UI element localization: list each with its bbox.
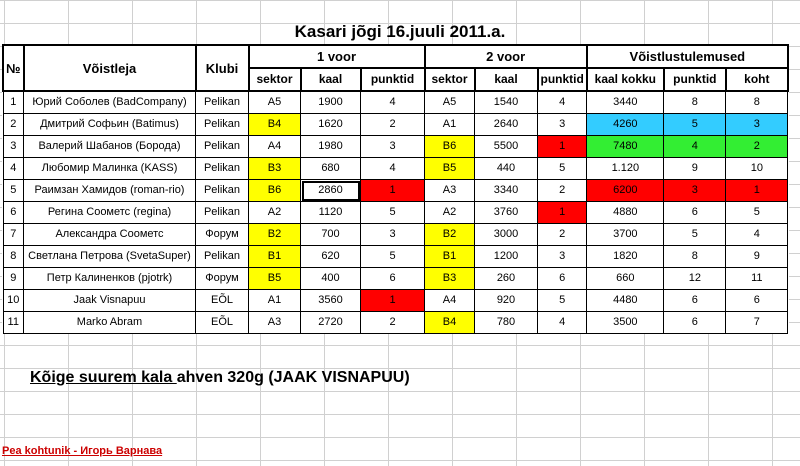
cell-r2-weight[interactable]: 3340 <box>475 180 538 202</box>
cell-competitor[interactable]: Jaak Visnapuu <box>24 290 196 312</box>
cell-no[interactable]: 4 <box>3 158 24 180</box>
cell-competitor[interactable]: Раимзан Хамидов (roman-rio) <box>24 180 196 202</box>
col-header-club[interactable]: Klubi <box>196 45 249 91</box>
cell-r1-points[interactable]: 6 <box>361 268 425 290</box>
cell-r1-weight[interactable]: 1620 <box>301 114 361 136</box>
cell-club[interactable]: EÕL <box>196 290 249 312</box>
cell-r2-points[interactable]: 1 <box>538 202 587 224</box>
cell-total-points[interactable]: 8 <box>664 91 726 114</box>
table-row <box>3 312 788 334</box>
col-header-round2[interactable]: 2 voor <box>425 45 587 68</box>
col-header-r1-points[interactable]: punktid <box>361 68 425 91</box>
cell-r1-weight[interactable]: 620 <box>301 246 361 268</box>
cell-r2-sector[interactable]: B2 <box>425 224 475 246</box>
cell-r1-weight[interactable]: 1900 <box>301 91 361 114</box>
cell-r1-sector[interactable]: B5 <box>249 268 301 290</box>
cell-r2-weight[interactable]: 3760 <box>475 202 538 224</box>
cell-total-weight[interactable]: 4880 <box>587 202 664 224</box>
cell-competitor[interactable]: Любомир Малинка (KASS) <box>24 158 196 180</box>
cell-r2-points[interactable]: 2 <box>538 224 587 246</box>
cell-no[interactable]: 10 <box>3 290 24 312</box>
cell-place[interactable]: 6 <box>726 290 788 312</box>
cell-r2-points[interactable]: 6 <box>538 268 587 290</box>
cell-r1-points[interactable]: 1 <box>361 180 425 202</box>
cell-r2-weight[interactable]: 260 <box>475 268 538 290</box>
cell-total-weight[interactable]: 3440 <box>587 91 664 114</box>
cell-club[interactable]: Форум <box>196 224 249 246</box>
table-row <box>3 136 788 158</box>
cell-club[interactable]: Pelikan <box>196 114 249 136</box>
cell-r2-sector[interactable]: B5 <box>425 158 475 180</box>
cell-place[interactable]: 9 <box>726 246 788 268</box>
cell-competitor[interactable]: Дмитрий Софьин (Batimus) <box>24 114 196 136</box>
cell-r2-sector[interactable]: B4 <box>425 312 475 334</box>
cell-r1-sector[interactable]: B1 <box>249 246 301 268</box>
cell-r2-weight[interactable]: 3000 <box>475 224 538 246</box>
col-header-r1-sector[interactable]: sektor <box>249 68 301 91</box>
col-header-round1[interactable]: 1 voor <box>249 45 425 68</box>
cell-r2-points[interactable]: 4 <box>538 91 587 114</box>
cell-total-points[interactable]: 6 <box>664 202 726 224</box>
cell-total-points[interactable]: 12 <box>664 268 726 290</box>
cell-club[interactable]: EÕL <box>196 312 249 334</box>
cell-r1-points[interactable]: 2 <box>361 312 425 334</box>
cell-r2-points[interactable]: 5 <box>538 158 587 180</box>
cell-club[interactable]: Pelikan <box>196 180 249 202</box>
cell-place[interactable]: 10 <box>726 158 788 180</box>
cell-r1-sector[interactable]: B4 <box>249 114 301 136</box>
cell-r1-weight[interactable]: 2720 <box>301 312 361 334</box>
cell-r1-weight[interactable]: 680 <box>301 158 361 180</box>
cell-no[interactable]: 5 <box>3 180 24 202</box>
cell-r1-weight[interactable]: 700 <box>301 224 361 246</box>
cell-r1-weight[interactable]: 1120 <box>301 202 361 224</box>
cell-club[interactable]: Pelikan <box>196 158 249 180</box>
cell-r2-points[interactable]: 3 <box>538 246 587 268</box>
cell-r2-points[interactable]: 5 <box>538 290 587 312</box>
cell-total-points[interactable]: 3 <box>664 180 726 202</box>
col-header-total-weight[interactable]: kaal kokku <box>587 68 664 91</box>
cell-r2-weight[interactable]: 5500 <box>475 136 538 158</box>
cell-total-points[interactable]: 5 <box>664 114 726 136</box>
cell-club[interactable]: Pelikan <box>196 91 249 114</box>
sheet-title: Kasari jõgi 16.juuli 2011.a. <box>294 22 506 41</box>
cell-r1-weight[interactable]: 3560 <box>301 290 361 312</box>
cell-r1-points[interactable]: 4 <box>361 158 425 180</box>
cell-no[interactable]: 3 <box>3 136 24 158</box>
cell-r1-weight[interactable]: 400 <box>301 268 361 290</box>
biggest-fish-label: Kõige suurem kala <box>30 369 177 386</box>
cell-competitor[interactable]: Marko Abram <box>24 312 196 334</box>
col-header-results[interactable]: Võistlustulemused <box>587 45 788 68</box>
col-header-r2-points[interactable]: punktid <box>538 68 587 91</box>
cell-r1-weight[interactable]: 1980 <box>301 136 361 158</box>
head-judge-link[interactable]: Pea kohtunik - Игорь Варнава <box>2 445 163 457</box>
cell-r2-weight[interactable]: 1540 <box>475 91 538 114</box>
cell-place[interactable]: 4 <box>726 224 788 246</box>
cell-total-points[interactable]: 5 <box>664 224 726 246</box>
cell-total-weight[interactable]: 4260 <box>587 114 664 136</box>
cell-total-weight[interactable]: 1820 <box>587 246 664 268</box>
col-header-competitor[interactable]: Võistleja <box>24 45 196 91</box>
cell-total-weight[interactable]: 660 <box>587 268 664 290</box>
cell-r1-sector[interactable]: A3 <box>249 312 301 334</box>
cell-competitor[interactable]: Петр Калиненков (pjotrk) <box>24 268 196 290</box>
cell-r2-sector[interactable]: A3 <box>425 180 475 202</box>
cell-total-points[interactable]: 8 <box>664 246 726 268</box>
cell-place[interactable]: 11 <box>726 268 788 290</box>
cell-r2-weight[interactable]: 920 <box>475 290 538 312</box>
cell-place[interactable]: 1 <box>726 180 788 202</box>
cell-r1-points[interactable]: 2 <box>361 114 425 136</box>
table-row <box>3 114 788 136</box>
col-header-place[interactable]: koht <box>726 68 788 91</box>
cell-no[interactable]: 8 <box>3 246 24 268</box>
col-header-r1-weight[interactable]: kaal <box>301 68 361 91</box>
cell-club[interactable]: Pelikan <box>196 136 249 158</box>
table-row <box>3 91 788 114</box>
cell-r1-points[interactable]: 5 <box>361 202 425 224</box>
cell-r1-sector[interactable]: B3 <box>249 158 301 180</box>
cell-club[interactable]: Pelikan <box>196 202 249 224</box>
table-row <box>3 268 788 290</box>
biggest-fish-note <box>30 369 410 387</box>
cell-no[interactable]: 7 <box>3 224 24 246</box>
cell-total-weight[interactable]: 7480 <box>587 136 664 158</box>
cell-total-weight[interactable]: 3700 <box>587 224 664 246</box>
cell-club[interactable]: Pelikan <box>196 246 249 268</box>
table-row <box>3 224 788 246</box>
cell-club[interactable]: Форум <box>196 268 249 290</box>
cell-r2-sector[interactable]: A1 <box>425 114 475 136</box>
cell-r1-sector[interactable]: B6 <box>249 180 301 202</box>
table-row <box>3 180 788 202</box>
cell-r1-sector[interactable]: A5 <box>249 91 301 114</box>
cell-r2-sector[interactable]: A5 <box>425 91 475 114</box>
cell-no[interactable]: 2 <box>3 114 24 136</box>
cell-competitor[interactable]: Юрий Соболев (BadCompany) <box>24 91 196 114</box>
cell-r2-points[interactable]: 3 <box>538 114 587 136</box>
cell-competitor[interactable]: Александра Соометс <box>24 224 196 246</box>
cell-competitor[interactable]: Регина Соометс (regina) <box>24 202 196 224</box>
cell-place[interactable]: 5 <box>726 202 788 224</box>
cell-no[interactable]: 9 <box>3 268 24 290</box>
cell-place[interactable]: 3 <box>726 114 788 136</box>
cell-competitor[interactable]: Валерий Шабанов (Борода) <box>24 136 196 158</box>
cell-r2-points[interactable]: 1 <box>538 136 587 158</box>
biggest-fish-value: ahven 320g (JAAK VISNAPUU) <box>176 369 410 386</box>
cell-r2-sector[interactable]: B1 <box>425 246 475 268</box>
cell-r1-sector[interactable]: A2 <box>249 202 301 224</box>
cell-r1-points[interactable]: 5 <box>361 246 425 268</box>
cell-no[interactable]: 11 <box>3 312 24 334</box>
cell-r2-weight[interactable]: 440 <box>475 158 538 180</box>
cell-r2-sector[interactable]: A4 <box>425 290 475 312</box>
col-header-no[interactable]: № <box>3 45 24 91</box>
cell-r2-weight[interactable]: 780 <box>475 312 538 334</box>
cell-total-points[interactable]: 4 <box>664 136 726 158</box>
cell-total-points[interactable]: 6 <box>664 290 726 312</box>
cell-place[interactable]: 8 <box>726 91 788 114</box>
cell-total-weight[interactable]: 3500 <box>587 312 664 334</box>
cell-total-weight[interactable]: 4480 <box>587 290 664 312</box>
cell-r2-sector[interactable]: B6 <box>425 136 475 158</box>
cell-place[interactable]: 7 <box>726 312 788 334</box>
cell-r1-sector[interactable]: A4 <box>249 136 301 158</box>
cell-place[interactable]: 2 <box>726 136 788 158</box>
cell-r1-sector[interactable]: A1 <box>249 290 301 312</box>
cell-r1-points[interactable]: 1 <box>361 290 425 312</box>
cell-r1-points[interactable]: 3 <box>361 224 425 246</box>
cell-r2-points[interactable]: 2 <box>538 180 587 202</box>
cell-no[interactable]: 1 <box>3 91 24 114</box>
cell-r2-sector[interactable]: B3 <box>425 268 475 290</box>
cell-total-points[interactable]: 6 <box>664 312 726 334</box>
cell-r2-points[interactable]: 4 <box>538 312 587 334</box>
cell-no[interactable]: 6 <box>3 202 24 224</box>
cell-total-weight[interactable]: 6200 <box>587 180 664 202</box>
table-row <box>3 202 788 224</box>
cell-r2-sector[interactable]: A2 <box>425 202 475 224</box>
cell-r1-weight[interactable]: 2860 <box>301 180 361 202</box>
cell-competitor[interactable]: Светлана Петрова (SvetaSuper) <box>24 246 196 268</box>
cell-total-weight[interactable]: 1.120 <box>587 158 664 180</box>
cell-r1-points[interactable]: 4 <box>361 91 425 114</box>
col-header-r2-weight[interactable]: kaal <box>475 68 538 91</box>
col-header-r2-sector[interactable]: sektor <box>425 68 475 91</box>
cell-r1-sector[interactable]: B2 <box>249 224 301 246</box>
cell-total-points[interactable]: 9 <box>664 158 726 180</box>
results-table <box>2 44 789 334</box>
table-row <box>3 158 788 180</box>
results-body <box>3 91 788 334</box>
cell-r2-weight[interactable]: 1200 <box>475 246 538 268</box>
table-row <box>3 290 788 312</box>
cell-r2-weight[interactable]: 2640 <box>475 114 538 136</box>
cell-r1-points[interactable]: 3 <box>361 136 425 158</box>
table-row <box>3 246 788 268</box>
col-header-total-points[interactable]: punktid <box>664 68 726 91</box>
